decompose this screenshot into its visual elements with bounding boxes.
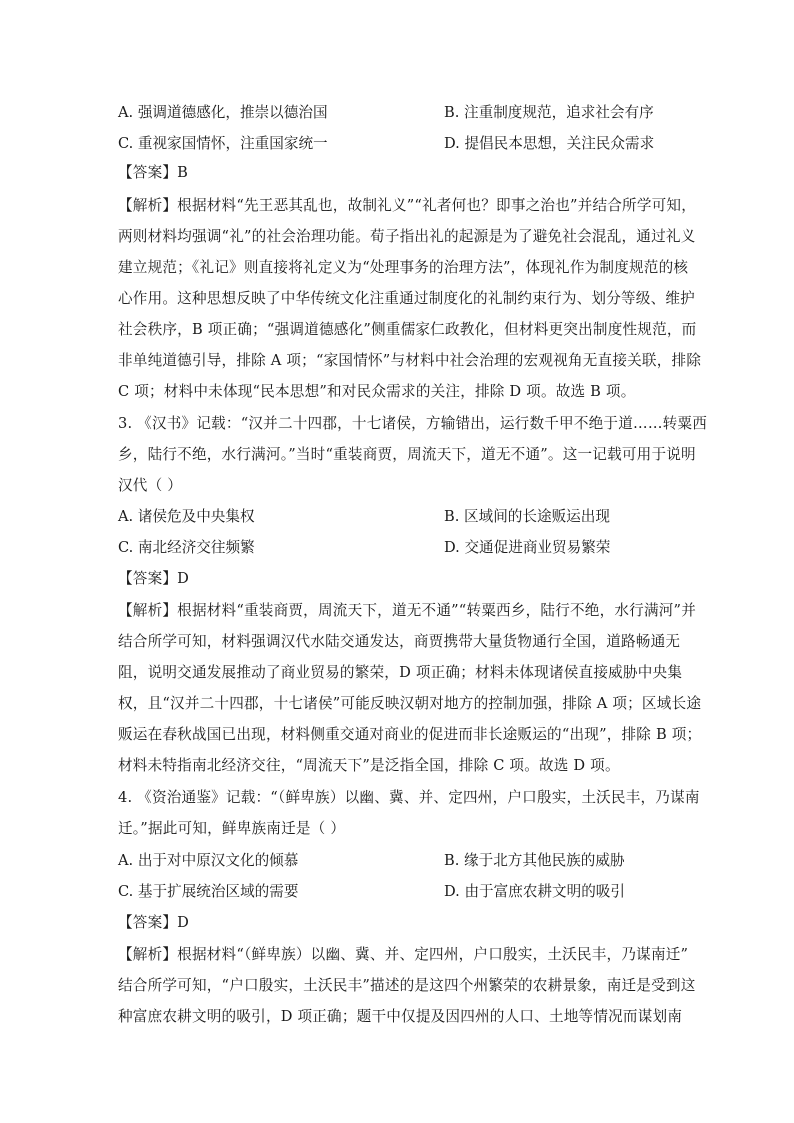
q3-stem-line: 乡，陆行不绝，水行满河。”当时“重装商贾，周流天下，道无不通”。这一记载可用于说明 [118, 446, 696, 463]
q2-analysis-line: 心作用。这种思想反映了中华传统文化注重通过制度化的礼制约束行为、划分等级、维护 [118, 290, 695, 307]
q3-analysis-line: 材料未特指南北经济交往，“周流天下”是泛指全国，排除 C 项。故选 D 项。 [118, 757, 620, 774]
q4-answer: 【答案】D [118, 914, 190, 931]
q3-answer: 【答案】D [118, 570, 190, 587]
q4-analysis-line: 【解析】根据材料“（鲜卑族）以幽、冀、并、定四州，户口殷实，土沃民丰，乃谋南迁” [118, 946, 689, 963]
q2-option-b: B. 注重制度规范，追求社会有序 [444, 104, 654, 121]
q4-option-d: D. 由于富庶农耕文明的吸引 [444, 883, 625, 900]
q4-option-a: A. 出于对中原汉文化的倾慕 [118, 852, 299, 869]
q2-analysis-line: 两则材料均强调“礼”的社会治理功能。荀子指出礼的起源是为了避免社会混乱，通过礼义 [118, 228, 696, 245]
q3-analysis-line: 结合所学可知，材料强调汉代水陆交通发达，商贾携带大量货物通行全国，道路畅通无 [118, 633, 681, 650]
q3-analysis-line: 【解析】根据材料“重装商贾，周流天下，道无不通”“转粟西乡，陆行不绝，水行满河”并 [118, 602, 697, 619]
q2-analysis-line: 建立规范；《礼记》则直接将礼定义为“处理事务的治理方法”，体现礼作为制度规范的核 [118, 259, 689, 276]
q3-analysis-line: 权，且“汉并二十四郡，十七诸侯”可能反映汉朝对地方的控制加强，排除 A 项；区域长途 [118, 695, 702, 712]
q4-option-c: C. 基于扩展统治区域的需要 [118, 883, 299, 900]
q2-option-c: C. 重视家国情怀，注重国家统一 [118, 135, 328, 152]
q4-stem-line: 迁。”据此可知，鲜卑族南迁是（ ） [118, 820, 346, 837]
q3-option-b: B. 区域间的长途贩运出现 [444, 508, 610, 525]
q2-analysis-line: 【解析】根据材料“先王恶其乱也，故制礼义”“礼者何也？即事之治也”并结合所学可知， [118, 197, 697, 214]
q2-answer: 【答案】B [118, 164, 189, 181]
q4-option-b: B. 缘于北方其他民族的威胁 [444, 852, 625, 869]
q2-analysis-line: 非单纯道德引导，排除 A 项；“家国情怀”与材料中社会治理的宏观视角无直接关联，排除 [118, 352, 702, 369]
q3-analysis-line: 贩运在春秋战国已出现，材料侧重交通对商业的促进而非长途贩运的“出现”，排除 B 项； [118, 726, 702, 743]
q3-option-c: C. 南北经济交往频繁 [118, 539, 255, 556]
q3-stem-line: 3. 《汉书》记载：“汉并二十四郡，十七诸侯，方输错出，运行数千甲不绝于道……转粟西 [118, 415, 707, 432]
q2-analysis-line: C 项；材料中未体现“民本思想”和对民众需求的关注，排除 D 项。故选 B 项。 [118, 383, 636, 400]
q3-option-a: A. 诸侯危及中央集权 [118, 508, 255, 525]
q2-analysis-line: 社会秩序，B 项正确；“强调道德感化”侧重儒家仁政教化，但材料更突出制度性规范，而 [118, 321, 697, 338]
q2-option-a: A. 强调道德感化，推崇以德治国 [118, 104, 328, 121]
q3-option-d: D. 交通促进商业贸易繁荣 [444, 539, 611, 556]
q4-analysis-line: 结合所学可知，“户口殷实，土沃民丰”描述的是这四个州繁荣的农耕景象，南迁是受到这 [118, 977, 696, 994]
q3-stem-line: 汉代（ ） [118, 477, 183, 494]
q4-stem-line: 4. 《资治通鉴》记载：“（鲜卑族）以幽、冀、并、定四州，户口殷实，土沃民丰，乃谋南 [118, 789, 700, 806]
q4-analysis-line: 种富庶农耕文明的吸引，D 项正确；题干中仅提及因四州的人口、土地等情况而谋划南 [118, 1008, 683, 1025]
q3-analysis-line: 阻，说明交通发展推动了商业贸易的繁荣，D 项正确；材料未体现诸侯直接威胁中央集 [118, 664, 683, 681]
q2-option-d: D. 提倡民本思想，关注民众需求 [444, 135, 655, 152]
